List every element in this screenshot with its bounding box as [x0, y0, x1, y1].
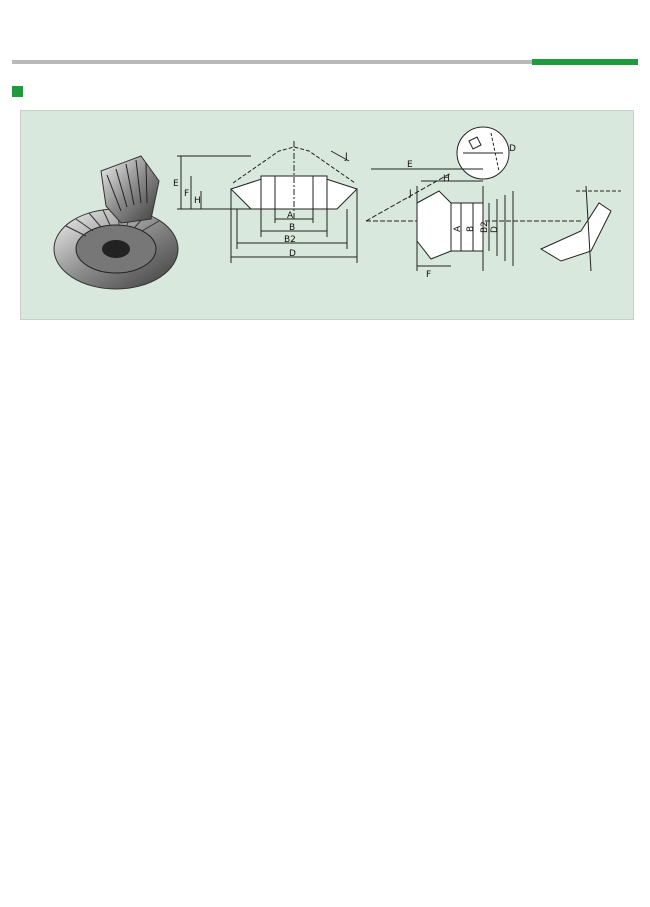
svg-text:B2: B2 [284, 235, 296, 245]
svg-text:J: J [345, 152, 348, 162]
svg-text:E: E [173, 179, 179, 189]
svg-text:A: A [453, 225, 463, 232]
svg-text:D: D [490, 226, 500, 233]
svg-text:H: H [443, 174, 450, 184]
svg-text:A: A [287, 211, 294, 221]
svg-text:F: F [426, 270, 432, 280]
svg-text:B: B [289, 223, 296, 233]
svg-text:H: H [194, 196, 201, 206]
svg-text:D: D [509, 144, 516, 154]
header-divider [12, 60, 532, 64]
svg-text:J: J [409, 189, 412, 199]
svg-text:B2: B2 [480, 221, 490, 233]
gear-photo-icon [54, 156, 178, 289]
section-heading [12, 86, 47, 97]
svg-text:D: D [289, 249, 296, 259]
header-accent-bar [532, 59, 638, 65]
technical-drawing [20, 110, 634, 320]
pinion-section-view [366, 127, 621, 271]
gear-section-view [177, 141, 357, 263]
svg-text:B: B [466, 225, 476, 232]
svg-text:F: F [184, 189, 190, 199]
svg-text:E: E [407, 160, 413, 170]
gear-dimension-diagram [21, 111, 633, 319]
section-bullet-icon [12, 86, 23, 97]
